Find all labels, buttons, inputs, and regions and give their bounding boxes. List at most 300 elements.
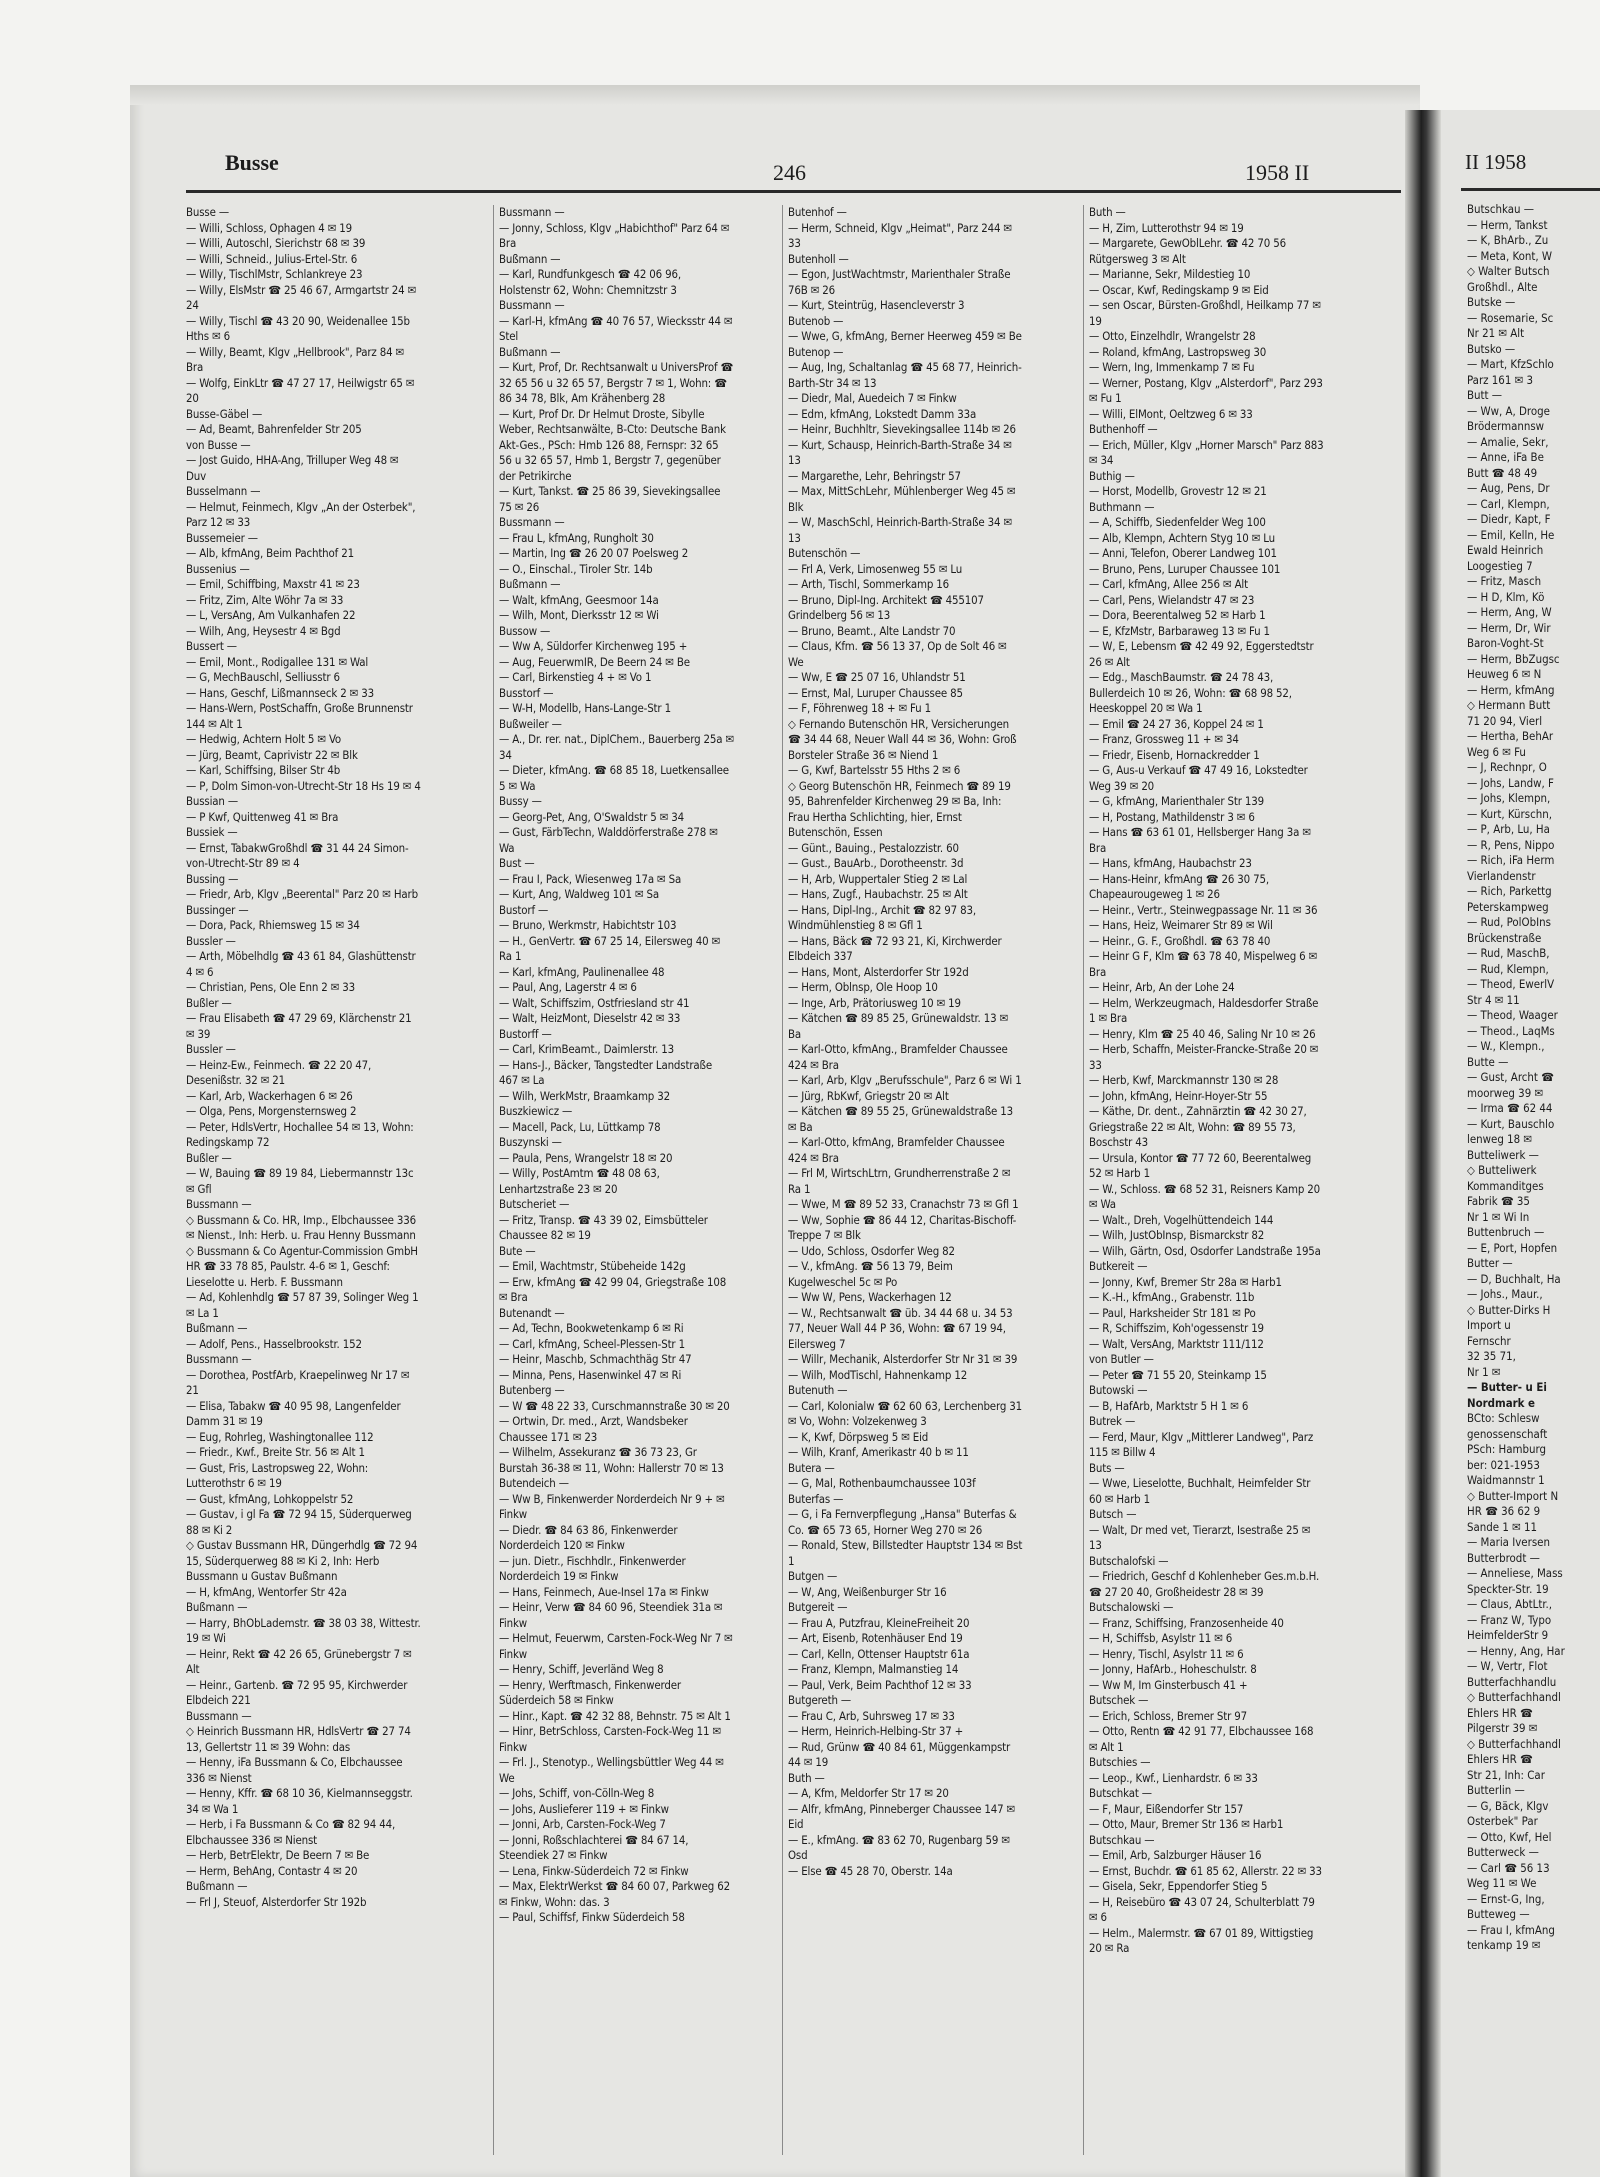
facing-page-entry: Sande 1 ✉ 11 (1467, 1519, 1538, 1534)
directory-entry: Buterfas — (788, 1491, 844, 1506)
directory-entry: Bussmann — (186, 1352, 252, 1366)
directory-entry: — Heinr, Verw ☎ 84 60 96, Steendiek 31a ✉ Finkw (499, 1600, 723, 1630)
facing-page-entry: — Rosemarie, Sc (1467, 310, 1554, 325)
directory-entry: — Carl, kfmAng, Allee 256 ✉ Alt (1089, 577, 1248, 591)
directory-entry: — Diedr. ☎ 84 63 86, Finkenwerder Norderdeich 120 ✉ Finkw (499, 1522, 678, 1552)
facing-page-entry: Weg 11 ✉ We (1467, 1876, 1537, 1890)
facing-page-entry: ◇ Butteliwerk (1467, 1163, 1537, 1177)
directory-entry: — K, Kwf, Dörpsweg 5 ✉ Eid (788, 1429, 929, 1444)
directory-entry: — Kurt, Schausp, Heinrich-Barth-Straße 34 ✉ 13 (788, 437, 1012, 467)
directory-entry: ◇ Bussmann & Co. HR, Imp., Elbchaussee 336 ✉ Nienst., Inh: Herb. u. Frau Henny Bussmann (186, 1212, 416, 1242)
directory-entry: — G, MechBauschl, Selliusstr 6 (186, 670, 340, 684)
page-top-shadow (130, 85, 1420, 105)
directory-entry: Buthmann — (1089, 499, 1155, 514)
directory-entry: — Herb, Kwf, Marckmannstr 130 ✉ 28 (1089, 1073, 1279, 1087)
directory-entry: — Carl, Pens, Wielandstr 47 ✉ 23 (1089, 592, 1255, 607)
directory-entry: Butschek — (1089, 1693, 1149, 1707)
directory-entry: — Frau Elisabeth ☎ 47 29 69, Klärchenstr 21 ✉ 39 (186, 1011, 412, 1041)
facing-page-entry: ◇ Butter-Import N (1467, 1488, 1559, 1503)
facing-page-entry: Str 21, Inh: Car (1467, 1767, 1545, 1782)
directory-entry: — Eug, Rohrleg, Washingtonallee 112 (186, 1429, 374, 1444)
directory-entry: Bussian — (186, 794, 238, 808)
directory-entry: — H, Arb, Wuppertaler Stieg 2 ✉ Lal (788, 871, 968, 886)
facing-page-entry: — Carl, Klempn, (1467, 496, 1550, 511)
directory-entry: — P Kwf, Quittenweg 41 ✉ Bra (186, 809, 339, 824)
facing-page-entry: moorweg 39 ✉ (1467, 1085, 1544, 1100)
directory-entry: — Gustav, i gl Fa ☎ 72 94 15, Süderquerweg 88 ✉ Ki 2 (186, 1507, 412, 1537)
directory-entry: Bußmann — (186, 1879, 248, 1893)
facing-page-entry: Butt — (1467, 388, 1503, 402)
directory-entry: — Arth, Tischl, Sommerkamp 16 (788, 577, 950, 591)
directory-entry: — Friedr, Arb, Klgv „Beerental" Parz 20 ✉ Harb (186, 887, 418, 901)
directory-entry: — Ernst, TabakwGroßhdl ☎ 31 44 24 Simon-von-Utrecht-Str 89 ✉ 4 (186, 840, 409, 870)
directory-entry: Bussler — (186, 933, 236, 948)
directory-entry: Busstorf — (499, 685, 554, 700)
facing-page-entry: Ehlers HR ☎ (1467, 1705, 1533, 1720)
directory-entry: — Heinr., Gartenb. ☎ 72 95 95, Kirchwerder Elbdeich 221 (186, 1677, 408, 1707)
facing-page-entry: Fernschr (1467, 1333, 1511, 1348)
directory-entry: ◇ Gustav Bussmann HR, Düngerhdlg ☎ 72 94 15, Süderquerweg 88 ✉ Ki 2, Inh: Herb Bussmann u Gustav Bußmann (186, 1538, 418, 1583)
directory-entry: — Ww B, Finkenwerder Norderdeich Nr 9 + ✉ Finkw (499, 1491, 725, 1521)
directory-entry: Butowski — (1089, 1383, 1148, 1397)
directory-entry: — Alb, Klempn, Achtern Styg 10 ✉ Lu (1089, 530, 1275, 545)
facing-page-entry: — P, Arb, Lu, Ha (1467, 822, 1550, 836)
directory-entry: Bussler — (186, 1042, 236, 1056)
facing-page-entry: Butsko — (1467, 341, 1516, 356)
directory-entry: — sen Oscar, Bürsten-Großhdl, Heilkamp 77 ✉ 19 (1089, 298, 1321, 328)
directory-entry: — Dora, Pack, Rhiemsweg 15 ✉ 34 (186, 918, 360, 932)
facing-page-entry: lenweg 18 ✉ (1467, 1132, 1532, 1146)
directory-entry: — Wwe, Lieselotte, Buchhalt, Heimfelder Str 60 ✉ Harb 1 (1089, 1476, 1311, 1506)
directory-entry: — Hinr., Kapt. ☎ 42 32 88, Behnstr. 75 ✉ Alt 1 (499, 1708, 731, 1723)
directory-entry: — Paul, Verk, Beim Pachthof 12 ✉ 33 (788, 1677, 972, 1692)
directory-entry: — E., kfmAng. ☎ 83 62 70, Rugenbarg 59 ✉ Osd (788, 1832, 1010, 1862)
directory-entry: Bussmann — (186, 1197, 252, 1211)
directory-entry: Butscheriet — (499, 1197, 570, 1211)
directory-entry: — W, Bauing ☎ 89 19 84, Liebermannstr 13c ✉ Gfl (186, 1166, 414, 1196)
directory-entry: — F, Maur, Eißendorfer Str 157 (1089, 1801, 1244, 1816)
facing-page-entry: — Rich, iFa Herm (1467, 853, 1555, 867)
directory-entry: — Heinr, Maschb, Schmachthäg Str 47 (499, 1352, 692, 1366)
facing-page-entry: — Rud, PolObIns (1467, 915, 1551, 929)
directory-entry: — G, Kwf, Bartelsstr 55 Hths 2 ✉ 6 (788, 763, 961, 777)
directory-entry: — Otto, Maur, Bremer Str 136 ✉ Harb1 (1089, 1817, 1284, 1831)
directory-entry: — W ☎ 48 22 33, Curschmannstraße 30 ✉ 20 (499, 1398, 730, 1413)
directory-entry: — Carl, Kolonialw ☎ 62 60 63, Lerchenberg 31 ✉ Vo, Wohn: Volzekenweg 3 (788, 1398, 1023, 1428)
directory-entry: — Wern, Ing, Immenkamp 7 ✉ Fu (1089, 360, 1255, 374)
facing-page-entry: ber: 021-1953 (1467, 1457, 1540, 1472)
directory-entry: — jun. Dietr., Fischhdlr., Finkenwerder Norderdeich 19 ✉ Finkw (499, 1553, 686, 1583)
facing-page-entry: 71 20 94, Vierl (1467, 713, 1543, 728)
directory-entry: — Günt., Bauing., Pestalozzistr. 60 (788, 840, 959, 855)
directory-entry: — H, Schiffsb, Asylstr 11 ✉ 6 (1089, 1631, 1233, 1645)
directory-entry: — Emil, Mont., Rodigallee 131 ✉ Wal (186, 654, 369, 669)
facing-page-header: II 1958 (1465, 150, 1527, 174)
column-2 (499, 205, 734, 2155)
directory-entry: — Bruno, Werkmstr, Habichtstr 103 (499, 918, 677, 932)
facing-page-entry: Speckter-Str. 19 (1467, 1581, 1549, 1596)
directory-entry: — F, Föhrenweg 18 + ✉ Fu 1 (788, 701, 931, 715)
facing-page-entry: Import u (1467, 1318, 1511, 1332)
directory-entry: Bussmann — (186, 1708, 252, 1723)
directory-entry: — Herm, Heinrich-Helbing-Str 37 + (788, 1724, 964, 1738)
directory-entry: Butgereit — (788, 1600, 848, 1614)
facing-page-entry: Butterbrodt — (1467, 1550, 1540, 1565)
directory-entry: — Henry, Klm ☎ 25 40 46, Saling Nr 10 ✉ 26 (1089, 1026, 1316, 1041)
directory-entry: — Willr, Mechanik, Alsterdorfer Str Nr 31 ✉ 39 (788, 1352, 1018, 1366)
directory-entry: — V., kfmAng. ☎ 56 13 79, Beim Kugelweschel 5c ✉ Po (788, 1259, 953, 1289)
directory-entry: Butera — (788, 1460, 835, 1475)
directory-entry: Bussiek — (186, 825, 238, 839)
facing-page-entry: Butterfachhandlu (1467, 1674, 1557, 1689)
directory-entry: — Peter ☎ 71 55 20, Steinkamp 15 (1089, 1367, 1267, 1382)
directory-entry: — Hans, Heiz, Weimarer Str 89 ✉ Wil (1089, 918, 1273, 932)
directory-entry: — Frl J, Steuof, Alsterdorfer Str 192b (186, 1894, 367, 1909)
directory-entry: — Willi, Autoschl, Sierichstr 68 ✉ 39 (186, 236, 366, 250)
directory-entry: — Frau L, kfmAng, Rungholt 30 (499, 530, 654, 545)
facing-page-entry: Ehlers HR ☎ (1467, 1752, 1533, 1766)
directory-entry: — Jonni, Arb, Carsten-Fock-Weg 7 (499, 1817, 666, 1831)
facing-page-entry: Peterskampweg (1467, 899, 1549, 914)
directory-entry: Butenschön — (788, 546, 861, 560)
facing-page-entry: Weg 6 ✉ Fu (1467, 744, 1526, 759)
directory-entry: — Emil ☎ 24 27 36, Koppel 24 ✉ 1 (1089, 716, 1264, 731)
directory-entry: — Frl. J., Stenotyp., Wellingsbüttler Weg 44 ✉ We (499, 1755, 724, 1785)
directory-entry: — Walt., Dreh, Vogelhüttendeich 144 (1089, 1212, 1274, 1227)
facing-page-entry: — Johs, Klempn, (1467, 791, 1551, 805)
directory-entry: — Willi, Schneid., Julius-Ertel-Str. 6 (186, 251, 358, 266)
facing-page-entry: Buttenbruch — (1467, 1225, 1545, 1239)
directory-entry: — Karl, Rundfunkgesch ☎ 42 06 96, Holstenstr 62, Wohn: Chemnitzstr 3 (499, 267, 681, 297)
directory-entry: — Ortwin, Dr. med., Arzt, Wandsbeker Chaussee 171 ✉ 23 (499, 1414, 688, 1444)
directory-entry: — Fritz, Zim, Alte Wöhr 7a ✉ 33 (186, 592, 344, 607)
directory-entry: Bußweiler — (499, 716, 562, 731)
facing-page-entry: Nr 21 ✉ Alt (1467, 326, 1525, 340)
facing-page-entry: — Aug, Pens, Dr (1467, 481, 1550, 495)
directory-entry: — Ronald, Stew, Billstedter Hauptstr 134 ✉ Bst 1 (788, 1538, 1023, 1568)
directory-entry: Bustorff — (499, 1026, 552, 1041)
facing-page-entry: — Herm, Ang, W (1467, 605, 1552, 619)
facing-page-entry: — Herm, Tankst (1467, 217, 1548, 232)
directory-entry: — Erw, kfmAng ☎ 42 99 04, Griegstraße 108 ✉ Bra (499, 1274, 727, 1304)
directory-entry: Butkereit — (1089, 1259, 1148, 1273)
directory-entry: — Rud, Grünw ☎ 40 84 61, Müggenkampstr 44 ✉ 19 (788, 1739, 1011, 1769)
directory-entry: — Erich, Müller, Klgv „Horner Marsch" Parz 883 ✉ 34 (1089, 437, 1324, 467)
facing-page-entry: Ewald Heinrich (1467, 543, 1544, 557)
directory-entry: — Ww M, Im Ginsterbusch 41 + (1089, 1677, 1248, 1692)
directory-entry: — W, E, Lebensm ☎ 42 49 92, Eggerstedtstr 26 ✉ Alt (1089, 639, 1314, 669)
directory-entry: Butenhof — (788, 205, 847, 219)
facing-page-entry: — Fritz, Masch (1467, 574, 1542, 588)
directory-entry: — Hinr, BetrSchloss, Carsten-Fock-Weg 11 ✉ Finkw (499, 1724, 721, 1754)
directory-entry: — Oscar, Kwf, Redingskamp 9 ✉ Eid (1089, 282, 1269, 297)
facing-page-entry: — Diedr, Kapt, F (1467, 512, 1551, 526)
facing-page-entry: — H D, Klm, Kö (1467, 589, 1545, 604)
directory-entry: Butenandt — (499, 1305, 565, 1320)
facing-page-entry: Brödermannsw (1467, 419, 1545, 433)
facing-page-entry: — Rich, Parkettg (1467, 884, 1552, 898)
directory-entry: — Frl M, WirtschLtrn, Grundherrenstraße 2 ✉ Ra 1 (788, 1166, 1011, 1196)
directory-entry: — H, Zim, Lutterothstr 94 ✉ 19 (1089, 220, 1244, 235)
directory-entry: — Jonny, Kwf, Bremer Str 28a ✉ Harb1 (1089, 1274, 1282, 1289)
directory-entry: — Wilh, Mont, Dierksstr 12 ✉ Wi (499, 608, 659, 622)
directory-entry: — Max, MittSchLehr, Mühlenberger Weg 45 ✉ Blk (788, 484, 1016, 514)
directory-entry: — Hans-Heinr, kfmAng ☎ 26 30 75, Chapeaurougeweg 1 ✉ 26 (1089, 871, 1269, 901)
directory-entry: Butenuth — (788, 1383, 848, 1397)
directory-entry: Bußmann — (499, 344, 561, 359)
facing-page-entry: — Johs, Landw, F (1467, 775, 1554, 790)
directory-entry: — Karl-Otto, kfmAng, Bramfelder Chaussee 424 ✉ Bra (788, 1135, 1005, 1165)
directory-entry: von Busse — (186, 437, 251, 452)
facing-page-entry: — Irma ☎ 62 44 (1467, 1101, 1553, 1115)
directory-entry: Bussmann — (499, 205, 565, 219)
facing-page-entry: Nordmark e (1467, 1395, 1535, 1410)
directory-entry: — G, kfmAng, Marienthaler Str 139 (1089, 794, 1264, 808)
directory-entry: Busse-Gäbel — (186, 406, 263, 421)
directory-entry: — O., Einschal., Tiroler Str. 14b (499, 561, 653, 576)
facing-page-entry: Waidmannstr 1 (1467, 1473, 1545, 1487)
directory-entry: — Ursula, Kontor ☎ 77 72 60, Beerentalweg 52 ✉ Harb 1 (1089, 1150, 1312, 1180)
directory-entry: — Ww, E ☎ 25 07 16, Uhlandstr 51 (788, 670, 966, 684)
directory-entry: — H, Reisebüro ☎ 43 07 24, Schulterblatt 79 ✉ 6 (1089, 1894, 1315, 1924)
directory-entry: — Carl, Kelln, Ottenser Hauptstr 61a (788, 1646, 970, 1661)
facing-page-entry: tenkamp 19 ✉ (1467, 1938, 1541, 1952)
directory-entry: Bussert — (186, 639, 237, 653)
facing-page-entry: Str 4 ✉ 11 (1467, 992, 1520, 1007)
directory-entry: — Hans, Geschf, Lißmannseck 2 ✉ 33 (186, 685, 374, 700)
directory-entry: — Werner, Postang, Klgv „Alsterdorf", Parz 293 ✉ Fu 1 (1089, 375, 1323, 405)
facing-page-entry: — Claus, AbtLtr., (1467, 1597, 1553, 1611)
directory-entry: — Henry, Werftmasch, Finkenwerder Süderdeich 58 ✉ Finkw (499, 1677, 681, 1707)
header-rule (186, 190, 1401, 193)
directory-entry: — Herb, Schaffn, Meister-Francke-Straße 20 ✉ 33 (1089, 1042, 1319, 1072)
facing-page-entry: — Rud, MaschB, (1467, 946, 1550, 960)
directory-entry: — Käthe, Dr. dent., Zahnärztin ☎ 42 30 27, Griegstraße 22 ✉ Alt, Wohn: ☎ 89 55 73, Boschstr 43 (1089, 1104, 1307, 1149)
directory-entry: — Friedr, Eisenb, Hornackredder 1 (1089, 747, 1260, 762)
facing-page-entry: — D, Buchhalt, Ha (1467, 1271, 1561, 1286)
facing-page-entry: Baron-Voght-St (1467, 636, 1544, 650)
directory-entry: — Jürg, RbKwf, Griegstr 20 ✉ Alt (788, 1088, 949, 1103)
facing-page-entry: ◇ Butter-Dirks H (1467, 1302, 1551, 1317)
facing-page-entry: Vierlandenstr (1467, 868, 1536, 883)
directory-entry: — Herm, Oblnsp, Ole Hoop 10 (788, 980, 938, 994)
directory-entry: — Helm., Malermstr. ☎ 67 01 89, Wittigstieg 20 ✉ Ra (1089, 1925, 1314, 1955)
directory-entry: — Georg-Pet, Ang, O'Swaldstr 5 ✉ 34 (499, 809, 684, 824)
directory-entry: — Ad, Beamt, Bahrenfelder Str 205 (186, 422, 362, 436)
directory-entry: — E, KfzMstr, Barbaraweg 13 ✉ Fu 1 (1089, 623, 1270, 638)
directory-entry: — Paul, Harksheider Str 181 ✉ Po (1089, 1305, 1256, 1320)
directory-entry: — Frau A, Putzfrau, KleineFreiheit 20 (788, 1615, 970, 1630)
directory-entry: — Macell, Pack, Lu, Lüttkamp 78 (499, 1119, 661, 1134)
directory-entry: — Bruno, Beamt., Alte Landstr 70 (788, 623, 956, 638)
directory-entry: — Kätchen ☎ 89 85 25, Grünewaldstr. 13 ✉ Ba (788, 1011, 1009, 1041)
facing-page-entry: genossenschaft (1467, 1426, 1548, 1441)
directory-entry: — Minna, Pens, Hasenwinkel 47 ✉ Ri (499, 1367, 682, 1382)
directory-entry: Butschkau — (1089, 1832, 1155, 1847)
directory-entry: — Emil, Wachtmstr, Stübeheide 142g (499, 1259, 686, 1273)
directory-entry: Bußler — (186, 1150, 232, 1165)
directory-entry: — Franz, Schiffsing, Franzosenheide 40 (1089, 1615, 1284, 1630)
directory-entry: — Frl A, Verk, Limosenweg 55 ✉ Lu (788, 561, 963, 576)
directory-entry: — Kurt, Steintrüg, Hasencleverstr 3 (788, 298, 965, 312)
facing-page-entry: — Kurt, Kürschn, (1467, 806, 1552, 821)
directory-entry: — Emil, Arb, Salzburger Häuser 16 (1089, 1848, 1262, 1862)
directory-entry: — Wwe, G, kfmAng, Berner Heerweg 459 ✉ Be (788, 329, 1022, 343)
facing-page-entry: ◇ Hermann Butt (1467, 698, 1551, 712)
facing-page-entry: — G, Bäck, Klgv (1467, 1798, 1549, 1813)
facing-page-entry: Butter — (1467, 1256, 1513, 1270)
directory-entry: — Heinr., Vertr., Steinwegpassage Nr. 11 ✉ 36 (1089, 902, 1318, 917)
directory-entry: — Karl, Arb, Wackerhagen 6 ✉ 26 (186, 1088, 353, 1103)
directory-entry: — Kurt, Prof Dr. Dr Helmut Droste, Sibylle Weber, Rechtsanwälte, B-Cto: Deutsche Bank Akt-Ges., PSch: Hmb 126 88, Fernspr: 32 65 56 u 32 65 57, Hmb 1, Bergstr 7, gegenüber der Petrikirche (499, 406, 726, 483)
directory-entry: — Bruno, Pens, Luruper Chaussee 101 (1089, 561, 1281, 576)
directory-entry: Bussinger — (186, 902, 249, 917)
directory-entry: Butschalofski — (1089, 1553, 1169, 1568)
directory-entry: Butenob — (788, 313, 844, 328)
facing-page-entry: — Theod., LaqMs (1467, 1023, 1555, 1038)
directory-entry: — Jürg, Beamt, Caprivistr 22 ✉ Blk (186, 747, 358, 762)
column-3 (788, 205, 1023, 2155)
directory-entry: — Wolfg, EinkLtr ☎ 47 27 17, Heilwigstr 65 ✉ 20 (186, 375, 415, 405)
directory-entry: Butenberg — (499, 1383, 565, 1397)
directory-entry: — H, kfmAng, Wentorfer Str 42a (186, 1584, 347, 1599)
directory-entry: — Claus, Kfm. ☎ 56 13 37, Op de Solt 46 ✉ We (788, 639, 1007, 669)
directory-entry: Busse — (186, 205, 229, 219)
directory-entry: — Gust, kfmAng, Lohkoppelstr 52 (186, 1491, 354, 1506)
directory-entry: Butschies — (1089, 1755, 1151, 1769)
directory-entry: — Peter, HdlsVertr, Hochallee 54 ✉ 13, Wohn: Redingskamp 72 (186, 1119, 414, 1149)
directory-entry: — Wilh, WerkMstr, Braamkamp 32 (499, 1088, 670, 1103)
facing-page-entry: Butteweg — (1467, 1907, 1530, 1921)
directory-entry: — Karl, Arb, Klgv „Berufsschule", Parz 6 ✉ Wi 1 (788, 1073, 1022, 1087)
directory-entry: — P, Dolm Simon-von-Utrecht-Str 18 Hs 19 ✉ 4 (186, 778, 421, 793)
facing-page-entry: — E, Port, Hopfen (1467, 1240, 1558, 1255)
directory-entry: Buszkiewicz — (499, 1104, 573, 1118)
directory-entry: — R, Schiffszim, Koh'ogessenstr 19 (1089, 1321, 1264, 1335)
directory-entry: — Gisela, Sekr, Eppendorfer Stieg 5 (1089, 1879, 1268, 1893)
directory-entry: — Margarethe, Lehr, Behringstr 57 (788, 468, 961, 483)
directory-entry: — Dora, Beerentalweg 52 ✉ Harb 1 (1089, 608, 1266, 622)
directory-entry: — W., Schloss. ☎ 68 52 31, Reisners Kamp 20 ✉ Wa (1089, 1181, 1321, 1211)
facing-page-entry: Parz 161 ✉ 3 (1467, 372, 1533, 387)
facing-page-entry: 32 35 71, (1467, 1349, 1516, 1363)
directory-entry: — Kätchen ☎ 89 55 25, Grünewaldstraße 13 ✉ Ba (788, 1104, 1014, 1134)
directory-entry: — Kurt, Tankst. ☎ 25 86 39, Sievekingsallee 75 ✉ 26 (499, 484, 721, 514)
directory-entry: — B, HafArb, Marktstr 5 H 1 ✉ 6 (1089, 1398, 1249, 1413)
directory-entry: Bussmann — (499, 298, 565, 312)
facing-page-entry: Butschkau — (1467, 202, 1535, 216)
directory-entry: Butrek — (1089, 1414, 1136, 1428)
directory-entry: — Adolf, Pens., Hasselbrookstr. 152 (186, 1336, 362, 1351)
directory-entry: — Ww, Sophie ☎ 86 44 12, Charitas-Bischoff-Treppe 7 ✉ Blk (788, 1212, 1017, 1242)
directory-entry: — Willy, ElsMstr ☎ 25 46 67, Armgartstr 24 ✉ 24 (186, 282, 417, 312)
directory-entry: — Jonny, HafArb., Hoheschulstr. 8 (1089, 1662, 1257, 1676)
facing-page-entry: — Kurt, Bauschlo (1467, 1116, 1555, 1131)
book-gutter (1405, 110, 1441, 2177)
directory-entry: — L, VersAng, Am Vulkanhafen 22 (186, 608, 356, 622)
directory-entry: — Friedr., Kwf., Breite Str. 56 ✉ Alt 1 (186, 1445, 365, 1459)
facing-page-entry: — Hertha, BehAr (1467, 729, 1554, 743)
directory-entry: — Gust, Fris, Lastropsweg 22, Wohn: Lutterothstr 6 ✉ 19 (186, 1460, 369, 1490)
directory-entry: — Anni, Telefon, Oberer Landweg 101 (1089, 546, 1277, 560)
directory-entry: — Walt, Dr med vet, Tierarzt, Isestraße 25 ✉ 13 (1089, 1522, 1311, 1552)
directory-entry: — Willy, Beamt, Klgv „Hellbrook", Parz 84 ✉ Bra (186, 344, 404, 374)
facing-page-entry: Nr 1 ✉ (1467, 1364, 1501, 1379)
directory-entry: — John, kfmAng, Heinr-Hoyer-Str 55 (1089, 1088, 1268, 1103)
page-number: 246 (773, 160, 806, 185)
directory-entry: — Henny, iFa Bussmann & Co, Elbchaussee 336 ✉ Nienst (186, 1755, 403, 1785)
directory-entry: — Dieter, kfmAng. ☎ 68 85 18, Luetkensallee 5 ✉ Wa (499, 763, 729, 793)
facing-page-entry: — Theod, Waager (1467, 1008, 1558, 1022)
directory-entry: — Jonni, Roßschlachterei ☎ 84 67 14, Steendiek 27 ✉ Finkw (499, 1832, 689, 1862)
directory-entry: — Willi, Schloss, Ophagen 4 ✉ 19 (186, 220, 352, 235)
directory-entry: — Ad, Techn, Bookwetenkamp 6 ✉ Ri (499, 1321, 684, 1335)
directory-entry: — Hedwig, Achtern Holt 5 ✉ Vo (186, 732, 342, 746)
directory-entry: — Ad, Kohlenhdlg ☎ 57 87 39, Solinger Weg 1 ✉ La 1 (186, 1290, 419, 1320)
directory-entry: — Herm, Schneid, Klgv „Heimat", Parz 244 ✉ 33 (788, 220, 1012, 250)
directory-entry: — Inge, Arb, Prätoriusweg 10 ✉ 19 (788, 995, 961, 1010)
directory-entry: — W., Rechtsanwalt ☎ üb. 34 44 68 u. 34 53 77, Neuer Wall 44 P 36, Wohn: ☎ 67 19 94, Eilersweg 7 (788, 1305, 1013, 1351)
directory-entry: Butenop — (788, 344, 844, 359)
facing-page-entry: — Ernst-G, Ing, (1467, 1891, 1545, 1906)
facing-page-entry: — Gust, Archt ☎ (1467, 1070, 1554, 1084)
facing-page-entry: — Butter- u Ei (1467, 1380, 1547, 1394)
directory-entry: — Helmut, Feuerwm, Carsten-Fock-Weg Nr 7 ✉ Finkw (499, 1631, 733, 1661)
directory-entry: — Walt, VersAng, Marktstr 111/112 (1089, 1336, 1264, 1351)
directory-entry: — Henny, Kffr. ☎ 68 10 36, Kielmannseggstr. 34 ✉ Wa 1 (186, 1786, 413, 1816)
directory-entry: — W, Ang, Weißenburger Str 16 (788, 1584, 947, 1599)
directory-entry: ◇ Fernando Butenschön HR, Versicherungen ☎ 34 44 68, Neuer Wall 44 ✉ 36, Wohn: Groß Borsteler Straße 36 ✉ Niend 1 (788, 716, 1017, 762)
directory-entry: Bussing — (186, 871, 239, 886)
facing-page-entry: Großhdl., Alte (1467, 279, 1538, 294)
facing-page-entry: — Johs., Maur., (1467, 1287, 1543, 1301)
directory-entry: — Harry, BhObLademstr. ☎ 38 03 38, Wittestr. 19 ✉ Wi (186, 1615, 421, 1645)
directory-entry: — Hans ☎ 63 61 01, Hellsberger Hang 3a ✉ Bra (1089, 825, 1311, 855)
facing-page-entry: Butt ☎ 48 49 (1467, 465, 1538, 480)
directory-entry: — K.-H., kfmAng., Grabenstr. 11b (1089, 1290, 1255, 1304)
facing-page-entry: — Anne, iFa Be (1467, 450, 1544, 464)
directory-entry: — Walt, HeizMont, Dieselstr 42 ✉ 33 (499, 1011, 681, 1025)
facing-page-entry: Butterweck — (1467, 1845, 1539, 1859)
directory-entry: — Heinr G F, Klm ☎ 63 78 40, Mispelweg 6 ✉ Bra (1089, 949, 1318, 979)
directory-entry: — Kurt, Prof, Dr. Rechtsanwalt u UniversProf ☎ 32 65 56 u 32 65 57, Bergstr 7 ✉ 1, Wohn: ☎ 86 34 78, Blk, Am Krähenberg 28 (499, 360, 734, 405)
directory-entry: — Arth, Möbelhdlg ☎ 43 61 84, Glashüttenstr 4 ✉ 6 (186, 949, 416, 979)
directory-entry: ◇ Bussmann & Co Agentur-Commission GmbH HR ☎ 33 78 85, Paulstr. 4-6 ✉ 1, Geschf: Lieselotte u. Herb. F. Bussmann (186, 1243, 418, 1289)
directory-entry: — Carl, KrimBeamt., Daimlerstr. 13 (499, 1042, 674, 1056)
directory-entry: Busselmann — (186, 484, 261, 498)
directory-entry: — Else ☎ 45 28 70, Oberstr. 14a (788, 1863, 953, 1878)
facing-page-entry: — Herm, Dr, Wir (1467, 620, 1551, 635)
column-divider (782, 205, 783, 2155)
directory-entry: — Johs, Schiff, von-Cölln-Weg 8 (499, 1786, 655, 1800)
directory-entry: Bußmann — (499, 251, 561, 266)
facing-page-entry: — Henny, Ang, Har (1467, 1643, 1565, 1658)
directory-entry: — Wilhelm, Assekuranz ☎ 36 73 23, Gr Burstah 36-38 ✉ 11, Wohn: Hallerstr 70 ✉ 13 (499, 1445, 724, 1475)
directory-entry: — Carl, kfmAng, Scheel-Plessen-Str 1 (499, 1336, 685, 1351)
directory-entry: — Henry, Schiff, Jeverländ Weg 8 (499, 1662, 664, 1676)
directory-entry: — Wilh, ModTischl, Hahnenkamp 12 (788, 1367, 968, 1382)
directory-entry: — Martin, Ing ☎ 26 20 07 Poelsweg 2 (499, 546, 689, 560)
directory-entry: — Margarete, GewOblLehr. ☎ 42 70 56 Rütgersweg 3 ✉ Alt (1089, 236, 1286, 266)
directory-entry: — Paul, Ang, Lagerstr 4 ✉ 6 (499, 980, 637, 994)
facing-page-entry: BCto: Schlesw (1467, 1411, 1540, 1425)
directory-entry: von Butler — (1089, 1352, 1154, 1366)
facing-page-entry: Brückenstraße (1467, 930, 1542, 945)
directory-entry: Bußler — (186, 995, 232, 1010)
directory-entry: — Lena, Finkw-Süderdeich 72 ✉ Finkw (499, 1863, 689, 1878)
directory-entry: Bussmann — (499, 515, 565, 529)
directory-entry: — Wilh, Gärtn, Osd, Osdorfer Landstraße 195a (1089, 1243, 1321, 1258)
